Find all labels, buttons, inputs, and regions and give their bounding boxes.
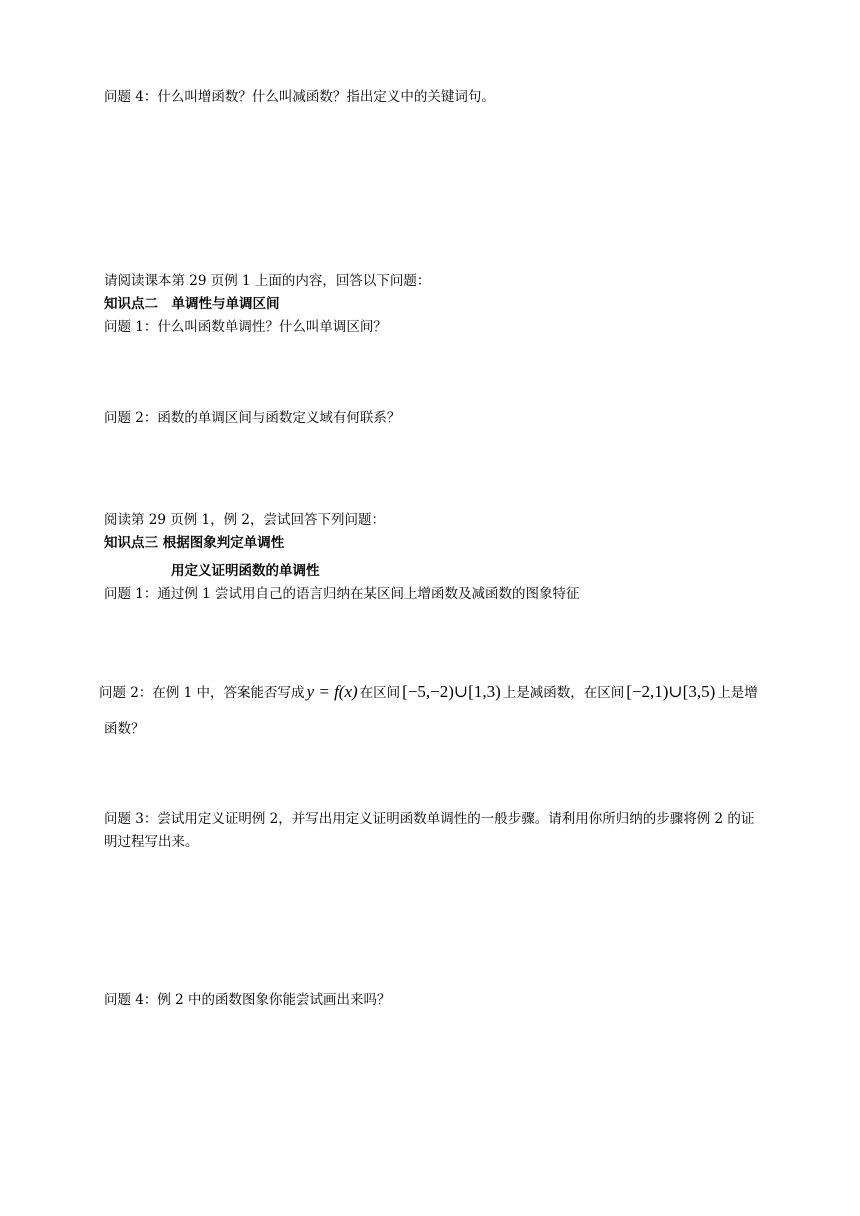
section-3-question-4: 问题 4：例 2 中的函数图象你能尝试画出来吗？ [104, 992, 391, 1008]
section-2-heading: 知识点二 单调性与单调区间 [104, 296, 280, 312]
section-3-question-2 [99, 683, 758, 702]
q2-text-part-2: 在区间 [359, 685, 401, 701]
section-2-question-1: 问题 1：什么叫函数单调性？什么叫单调区间？ [104, 319, 387, 335]
reading-instruction-1: 请阅读课本第 29 页例 1 上面的内容，回答以下问题： [104, 273, 431, 289]
question-4-increasing-decreasing: 问题 4：什么叫增函数？什么叫减函数？指出定义中的关键词句。 [104, 89, 495, 105]
increasing-interval-expression: [−2,1)∪[3,5) [626, 682, 716, 701]
reading-instruction-2: 阅读第 29 页例 1，例 2，尝试回答下列问题： [104, 512, 386, 528]
q2-text-part-1: 问题 2：在例 1 中，答案能否写成 [99, 685, 305, 701]
math-function-expression: y = f(x) [306, 682, 358, 701]
section-3-question-3-line-2: 明过程写出来。 [104, 834, 199, 850]
decreasing-interval-expression: [−5,−2)∪[1,3) [402, 682, 501, 701]
section-2-question-2: 问题 2：函数的单调区间与函数定义域有何联系？ [104, 410, 401, 426]
section-3-question-1: 问题 1：通过例 1 尝试用自己的语言归纳在某区间上增函数及减函数的图象特征 [104, 586, 580, 602]
q2-text-part-4: 上是增 [717, 685, 758, 701]
q2-text-part-3: 上是减函数，在区间 [502, 685, 625, 701]
section-3-heading-line-2: 用定义证明函数的单调性 [171, 563, 320, 579]
section-3-heading-line-1: 知识点三 根据图象判定单调性 [104, 535, 285, 551]
section-3-question-3-line-1: 问题 3：尝试用定义证明例 2，并写出用定义证明函数单调性的一般步骤。请利用你所归纳的步骤将例 2 的证 [104, 811, 755, 827]
section-3-question-2-continuation: 函数？ [104, 721, 145, 737]
